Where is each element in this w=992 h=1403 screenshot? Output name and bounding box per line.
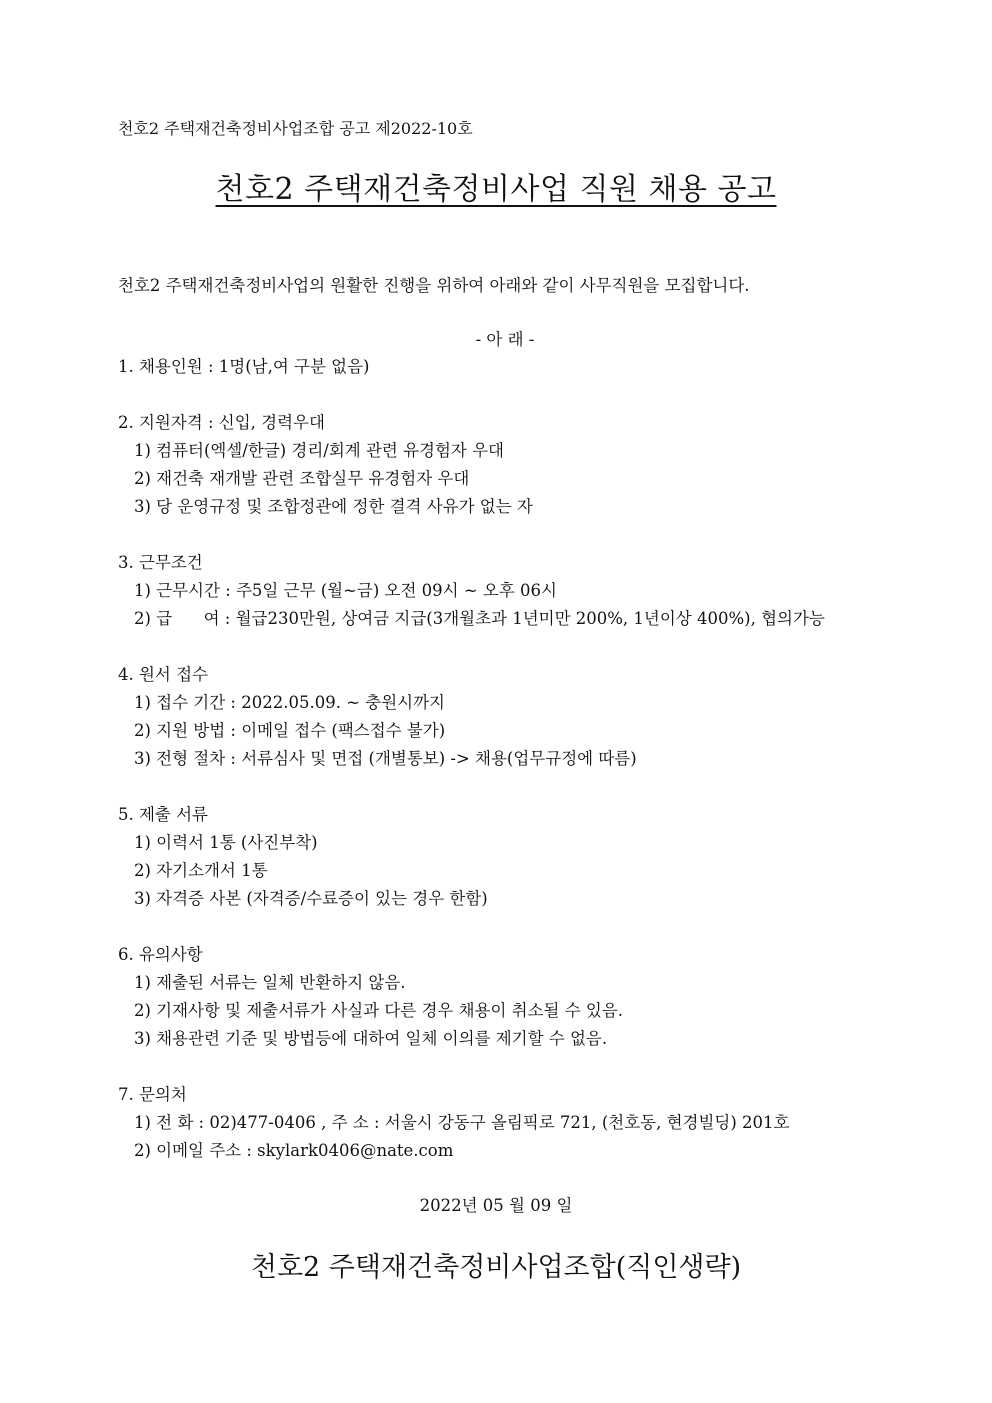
section-application (118, 661, 978, 773)
notice-date: 2022년 05 월 09 일 (419, 1196, 573, 1215)
section-item: 1) 제출된 서류는 일체 반환하지 않음. (134, 973, 406, 992)
section-item: 3) 자격증 사본 (자격증/수료증이 있는 경우 한함) (134, 889, 488, 908)
section-item: 2) 자기소개서 1통 (134, 861, 268, 880)
notice-number: 천호2 주택재건축정비사업조합 공고 제2022-10호 (118, 119, 473, 138)
section-contact (118, 1081, 978, 1165)
section-item: 3) 채용관련 기준 및 방법등에 대하여 일체 이의를 제기할 수 없음. (134, 1029, 608, 1048)
issuer-signature: 천호2 주택재건축정비사업조합(직인생략) (250, 1252, 742, 1283)
section-work-conditions (118, 549, 978, 633)
section-item: 3) 당 운영규정 및 조합정관에 정한 결격 사유가 없는 자 (134, 497, 533, 516)
section-heading: 7. 문의처 (118, 1085, 187, 1104)
section-notes (118, 941, 978, 1053)
section-hiring-count (118, 353, 978, 381)
section-heading: 5. 제출 서류 (118, 805, 208, 824)
section-item: 3) 전형 절차 : 서류심사 및 면접 (개별통보) -> 채용(업무규정에 따름) (134, 749, 637, 768)
section-heading: 4. 원서 접수 (118, 665, 208, 684)
document-title: 천호2 주택재건축정비사업 직원 채용 공고 (215, 172, 777, 207)
section-heading: 3. 근무조건 (118, 553, 203, 572)
section-heading: 1. 채용인원 : 1명(남,여 구분 없음) (118, 357, 370, 376)
intro-paragraph: 천호2 주택재건축정비사업의 원활한 진행을 위하여 아래와 같이 사무직원을 모집합니다. (118, 276, 750, 295)
below-marker: - 아 래 - (475, 330, 535, 349)
section-item: 2) 급 여 : 월급230만원, 상여금 지급(3개월초과 1년미만 200%, 1년이상 400%), 협의가능 (134, 609, 825, 628)
sections-list (118, 353, 978, 1193)
section-item: 2) 지원 방법 : 이메일 접수 (팩스접수 불가) (134, 721, 446, 740)
section-heading: 2. 지원자격 : 신입, 경력우대 (118, 413, 325, 432)
section-item: 1) 접수 기간 : 2022.05.09. ~ 충원시까지 (134, 693, 445, 712)
section-item: 1) 이력서 1통 (사진부착) (134, 833, 318, 852)
section-item: 1) 근무시간 : 주5일 근무 (월~금) 오전 09시 ~ 오후 06시 (134, 581, 557, 600)
section-item: 2) 기재사항 및 제출서류가 사실과 다른 경우 채용이 취소될 수 있음. (134, 1001, 624, 1020)
section-item: 2) 이메일 주소 : skylark0406@nate.com (134, 1141, 454, 1160)
section-item: 1) 컴퓨터(엑셀/한글) 경리/회계 관련 유경험자 우대 (134, 441, 504, 460)
section-qualifications (118, 409, 978, 521)
section-item: 1) 전 화 : 02)477-0406 , 주 소 : 서울시 강동구 올림픽로 721, (천호동, 현경빌딩) 201호 (134, 1113, 790, 1132)
section-item: 2) 재건축 재개발 관련 조합실무 유경험자 우대 (134, 469, 470, 488)
section-documents (118, 801, 978, 913)
section-heading: 6. 유의사항 (118, 945, 203, 964)
